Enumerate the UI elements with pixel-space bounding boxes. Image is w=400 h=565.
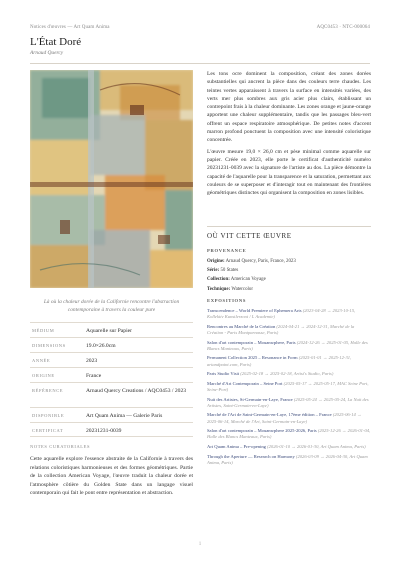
exposition-meta: (2025-05-24 → 2025-05-24, La Nuit des Artistes, Saint-Germain-en-Laye) [207, 396, 369, 408]
exposition-title[interactable]: Paris Studio Visit [207, 371, 240, 377]
spec-label: ANNÉE [32, 358, 51, 363]
curatorial-notes-heading: NOTES CURATORIALES [30, 444, 91, 449]
spec-row-medium [30, 322, 193, 337]
spec-value: Aquarelle sur Papier [86, 328, 132, 334]
spec-row-reference [30, 382, 193, 407]
page-title: L'État Doré [30, 36, 82, 48]
spec-label: DIMENSIONS [32, 343, 66, 348]
top-bar [30, 25, 370, 33]
exposition-meta: (2023-04-28 → 2023-10-15, Kollektiv Kunstlerzoot / L Academie) [207, 308, 356, 320]
spec-value: Arnaud Quercy Creations / AQC0453 / 2023 [86, 388, 187, 394]
exposition-title[interactable]: Marché de l'Art de Saint-Germain-en-Laye, 17ème édition – France [207, 412, 332, 418]
exposition-meta: (2026-01-10 → 2026-01-30, Art Quam Anima, Paris) [267, 443, 366, 449]
where-section-title: OÙ VIT CETTE ŒUVRE [207, 232, 292, 240]
page-number: 1 [198, 542, 202, 547]
provenance-label: Technique: [207, 286, 231, 292]
artist-name: Arnaud Quercy [30, 50, 64, 56]
exposition-meta: (2024-04-21 → 2024-12-31, Marché de la Création - Paris Montparnasse, Paris) [207, 323, 355, 335]
artwork-description [207, 70, 371, 200]
provenance-item [207, 275, 371, 284]
spec-label: CERTIFICAT [32, 428, 64, 433]
spec-label: ORIGINE [32, 373, 55, 378]
spec-row-available [30, 407, 193, 422]
spec-label: DISPONIBLE [32, 413, 65, 418]
spec-label: RÉFÉRENCE [32, 388, 64, 393]
exposition-meta: (2025-02-18 → 2025-02-18, Artist's Studio, Paris) [240, 371, 334, 377]
exposition-item [207, 355, 371, 367]
description-paragraph: Les tons ocre dominent la composition, créant des zones dorées substantielles qui ancrent la pièce dans des couleurs terre chaudes. Les teintes vertes apparaissent à travers la surface en intensités variées, des verts mer plus sombres aux gris acier plus clairs, établissant un contrepoint frais à la chaleur dominante. Les zones orange et jaune-orange apportent une chaleur supplémentaire, tandis que les passages bleu-vert offrent un espace respiratoire atmosphérique. De petites notes d'accent marron profond ponctuent la composition avec une intensité coloristique concentrée. [207, 71, 371, 144]
provenance-label: Série: [207, 268, 220, 274]
exposition-item [207, 324, 371, 336]
exposition-item [207, 444, 371, 450]
provenance-value: Watercolor [231, 286, 253, 292]
exposition-meta: (2025-01-01 → 2025-12-31, artandpaint.com, Paris) [207, 355, 352, 367]
provenance-heading: PROVENANCE [207, 248, 247, 253]
exposition-item [207, 412, 371, 424]
expositions-heading: EXPOSITIONS [207, 298, 247, 303]
exposition-title[interactable]: Art Quam Anima – Pre-opening [207, 443, 266, 449]
exposition-title[interactable]: Salon d'art contemporain – Mouansrphere, Paris [207, 339, 296, 345]
provenance-value: 50 States [220, 268, 239, 274]
exposition-item [207, 397, 371, 409]
section-divider [207, 226, 371, 227]
exposition-item [207, 428, 371, 440]
curatorial-notes-text: Cette aquarelle explore l'essence abstraite de la Californie à travers des relations coloristiques harmonieuses et des formes géométriques. Partie de la collection American Voyage, l'œuvre traduit la chaleur dorée et l'atmosphère côtière du Golden State dans un langage visuel contemporain qui fait le pont entre représentation et abstraction. [30, 456, 193, 497]
spec-value: France [86, 373, 102, 379]
spec-value: 19.0×26.0cm [86, 343, 116, 349]
artwork-caption: Là où la chaleur dorée de la Californie rencontre l'abstraction contemporaine à travers la couleur pure [43, 299, 180, 314]
provenance-label: Origine: [207, 259, 225, 264]
reference-code: AQC0453 · NTC-000064 [316, 25, 370, 30]
provenance-label: Collection: [207, 277, 230, 283]
exposition-title[interactable]: Through the Aperture — Research on Harmony [207, 453, 295, 459]
exposition-item [207, 340, 371, 352]
exposition-item [207, 381, 371, 393]
exposition-item [207, 454, 371, 466]
provenance-item [207, 285, 371, 294]
spec-value: 20231231-0039 [86, 428, 122, 434]
specs-table [30, 322, 193, 437]
abstract-watercolor-painting [30, 70, 193, 288]
spec-value: 2023 [86, 358, 98, 364]
expositions-list [207, 308, 371, 469]
exposition-title[interactable]: Rencontres au Marché de la Création [207, 323, 276, 329]
exposition-item [207, 371, 371, 377]
exposition-meta: (2025-05-17 → 2025-05-17, MAC Seine Port, Seine-Port) [207, 380, 369, 392]
spec-row-year [30, 352, 193, 367]
spec-value[interactable]: Art Quam Anima — Galerie Paris [86, 413, 163, 419]
exposition-title[interactable]: Nuit des Artistes, St-Germain-en-Laye, France [207, 396, 293, 402]
provenance-list [207, 257, 371, 294]
artwork-image [30, 70, 193, 288]
exposition-title[interactable]: Salon d'art contemporain – Mouansrphere 2025-2026, Paris [207, 428, 317, 434]
exposition-title[interactable]: Transcendence – World Premiere of Ephemera Arts [207, 308, 302, 313]
exposition-meta: (2025-12-26 → 2026-01-04, Halle des Blancs Manteaux, Paris) [207, 428, 371, 440]
provenance-value: Arnaud Quercy, Paris, France, 2023 [225, 259, 296, 264]
spec-row-origin [30, 367, 193, 382]
provenance-value: American Voyage [230, 277, 266, 283]
exposition-meta: (2024-12-26 → 2025-01-05, Halle des Blancs Manteaux, Paris) [207, 339, 368, 351]
spec-row-dimensions [30, 337, 193, 352]
spec-label: MÉDIUM [32, 328, 55, 333]
exposition-title[interactable]: Marché d'Art Contemporain – Seine Port [207, 380, 283, 386]
exposition-item [207, 308, 371, 320]
exposition-meta: (2026-03-09 → 2026-04-30, Art Quam Anima, Paris) [207, 453, 368, 465]
description-paragraph: L'œuvre mesure 19,0 × 26,0 cm et pèse minimal comme aquarelle sur papier. Créée en 2023, elle porte le certificat d'authenticité numéro 20231231-0039 avec la signature de l'artiste au dos. La pièce démontre la capacité de l'aquarelle pour la transparence et la saturation, permettant aux couleurs de se superposer et d'interagir tout en maintenant des frontières géométriques distinctes qui organisent la composition en zones lisibles. [207, 148, 371, 197]
provenance-item [207, 257, 371, 266]
exposition-title[interactable]: Permanent Collection 2025 – Resonance in Form [207, 355, 298, 361]
header-divider [30, 63, 370, 64]
spec-row-certificate [30, 422, 193, 437]
exposition-meta: (2025-06-14 → 2025-06-14, Marché de l'Art, Saint-Germain-en-Laye) [207, 412, 362, 424]
provenance-item [207, 266, 371, 275]
breadcrumb[interactable]: Notices d'œuvres — Art Quam Anima [30, 25, 110, 30]
